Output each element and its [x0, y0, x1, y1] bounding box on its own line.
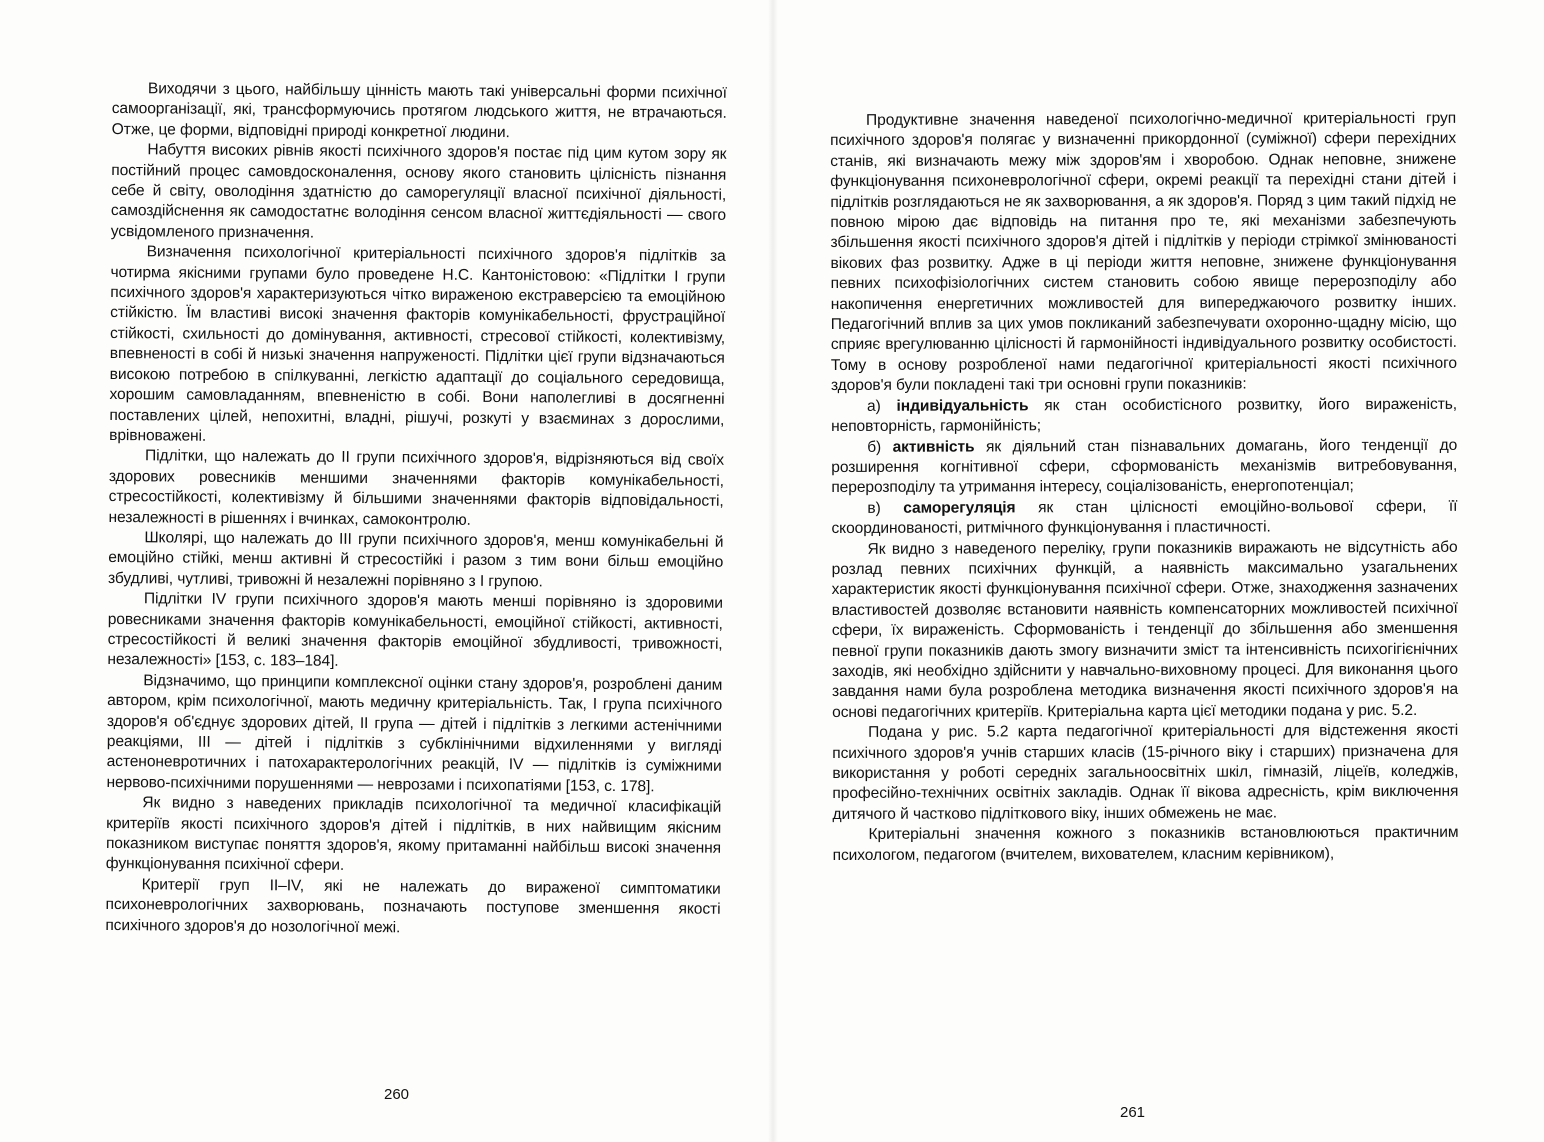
right-page [772, 0, 1544, 1142]
list-item-text: як діяльний стан пізнавальних домагань, його тенденції до розширення когнітивної сфери, сформованість механізмів витребовування, перерозподілу та утримання інтересу, соціалізованість, енергопотенціал; [831, 436, 1458, 497]
list-item-activity [831, 435, 1457, 498]
right-page-text [830, 109, 1459, 866]
paragraph: Критерії груп II–IV, які не належать до вираженої симптоматики психоневрологічних захворювань, позначають поступове зменшення якості психічного здоров'я до нозологічної межі. [105, 876, 721, 936]
list-item-prefix: а) [867, 397, 897, 415]
list-item-term: індивідуальність [896, 396, 1029, 415]
paragraph: Підлітки IV групи психічного здоров'я мають менші порівняно із здоровими ровесниками значення факторів комунікабельності, емоційної стійкості, активності, стресостійкості й великі значення факторів емоційної збудливості, тривожності, незалежності» [153, с. 183–184]. [107, 590, 723, 671]
paragraph: Підлітки, що належать до II групи психічного здоров'я, відрізняються від своїх здорових ровесників меншими значеннями факторів комунікабельності, стресостійкості, колективізму й більшими значеннями факторів відповідальності, незалежності в рішеннях і вчинках, самоконтролю. [108, 447, 725, 529]
left-page-text [105, 79, 727, 941]
paragraph: Відзначимо, що принципи комплексної оцінки стану здоров'я, розроблені даним автором, крім психологічної, мають медичну критеріальність. Так, І група психічного здоров'я об'єднує здорових дітей, II група — дітей і підлітків з легкими астенічними реакціями, III — дітей і підлітків з субклінічними відхиленнями у вигляді астеноневротичних і патохарактерологічних реакцій, IV — підлітків із суміжними нервово-психічними порушеннями — неврозами і психопатіями [153, с. 178]. [106, 672, 723, 796]
paragraph: Набуття високих рівнів якості психічного здоров'я постає під цим кутом зору як постійний процес самовдосконалення, основу якого становить цілісність пізнання себе й світу, оволодіння здатністю до саморегуляції власної психічної діяльності, самоздійснення як самодостатнє володіння сенсом власної життєдіяльності — свого усвідомленого призначення. [110, 141, 727, 242]
list-item-text: як стан особистісного розвитку, його вираженість, неповторність, гармонійність; [831, 395, 1458, 436]
list-item-prefix: в) [867, 499, 904, 517]
paragraph: Визначення психологічної критеріальності психічного здоров'я підлітків за чотирма якісними групами було проведене Н.С. Кантоністовою: «Підлітки І групи психічного здоров'я характеризуються чітко вираженою екстраверсією та емоційною стійкістю. Їм властиві високі значення факторів комунікабельності, фрустраційної стійкості, схильності до домінування, активності, стресової стійкості, колективізму, впевненості в собі й низькі значення напруженості. Підлітки цієї групи відзначаються високою потребою в спілкуванні, легкістю адаптації до соціального середовища, хорошим самовладанням, впевненістю в собі. Вони наполегливі в досягненні поставлених цілей, непохитні, владні, рішучі, розкуті у взаєминах з дорослими, врівноважені. [109, 243, 726, 445]
paragraph: Подана у рис. 5.2 карта педагогічної критеріальності для відстеження якості психічного здоров'я учнів старших класів (15-річного віку і старших) призначена для використання у роботі середніх загальноосвітніх шкіл, гімназій, ліцеїв, коледжів, професійно-технічних освітніх закладів. Однак її вікова адресність, крім виключення дитячого й частково підліткового віку, інших обмежень не має. [832, 721, 1459, 823]
list-item-self-regulation [831, 497, 1457, 540]
list-item-term: саморегуляція [903, 499, 1016, 517]
paragraph: Критеріальні значення кожного з показників встановлюються практичним психологом, педагогом (вчителем, вихователем, класним керівником), [832, 824, 1459, 864]
paragraph: Продуктивне значення наведеної психологічно-медичної критеріальності груп психічного здоров'я полягає у визначенні прикордонної (суміжної) сфери перехідних станів, які визначають межу між здоров'ям і хворобою. Однак неповне, знижене функціонування психоневрологічної сфери, окремі реакції та перехідні стани дітей і підлітків розглядаються не як захворювання, а як здоров'я. Поряд з цим такий підхід не повною мірою дає відповідь на питання про те, які механізми забезпечують збільшення якості психічного здоров'я дітей і підлітків у періоди стрімкої змінюваності вікових фаз розвитку. Адже в ці періоди життя неповне, знижене функціонування певних психофізіологічних систем становить собою явище перерозподілу або накопичення енергетичних можливостей для випереджаючого розвитку інших. Педагогічний вплив за цих умов покликаний забезпечувати охоронно-щадну місію, що сприяє врегулюванню цілісності й гармонійності індивідуального розвитку особистості. Тому в основу розробленої нами педагогічної критеріальності якості психічного здоров'я були покладені такі три основні групи показників: [830, 109, 1457, 395]
list-item-prefix: б) [867, 438, 893, 456]
paragraph: Як видно з наведених прикладів психологічної та медичної класифікацій критеріїв якості психічного здоров'я дітей і підлітків, в них найвищим якісним показником виступає поняття здоров'я, якому притаманні найбільш високі значення функціонування психічної сфери. [105, 794, 722, 875]
list-item-term: активність [892, 437, 975, 456]
paragraph: Як видно з наведеного переліку, групи показників виражають не відсутність або розлад певних психічних функцій, а наявність максимально узагальнених характеристик якості функціонування психічної сфери. Отже, знаходження зазначених властивостей дозволяє встановити наявність компенсаторних можливостей психічної сфери, їх вираженість. Сформованість і тенденції до збільшення або зменшення певної групи показників дають змогу визначити зміст та інтенсивність психогігієнічних заходів, які необхідно здійснити у навчально-виховному процесі. Для виконання цього завдання нами була розроблена методика визначення якості психічного здоров'я на основі педагогічних критеріїв. Критеріальна карта цієї методики подана у рис. 5.2. [831, 538, 1459, 721]
page-number-left: 260 [384, 1086, 410, 1103]
list-item-text: як стан цілісності емоційно-вольової сфери, її скоординованості, ритмічного функціонування і пластичності. [831, 497, 1458, 538]
paragraph: Школярі, що належать до III групи психічного здоров'я, менш комунікабельні й емоційно стійкі, менш активні й стресостійкі і разом з тим вони більш емоційно збудливі, чутливі, тривожні й незалежні порівняно з І групою. [108, 529, 724, 591]
page-number-right: 261 [1120, 1104, 1146, 1121]
list-item-individuality [831, 395, 1457, 438]
paragraph: Виходячи з цього, найбільшу цінність мають такі універсальні форми психічної самоорганізації, які, трансформуючись протягом людського життя, не втрачаються. Отже, це форми, відповідні природі конкретної людини. [111, 80, 727, 141]
